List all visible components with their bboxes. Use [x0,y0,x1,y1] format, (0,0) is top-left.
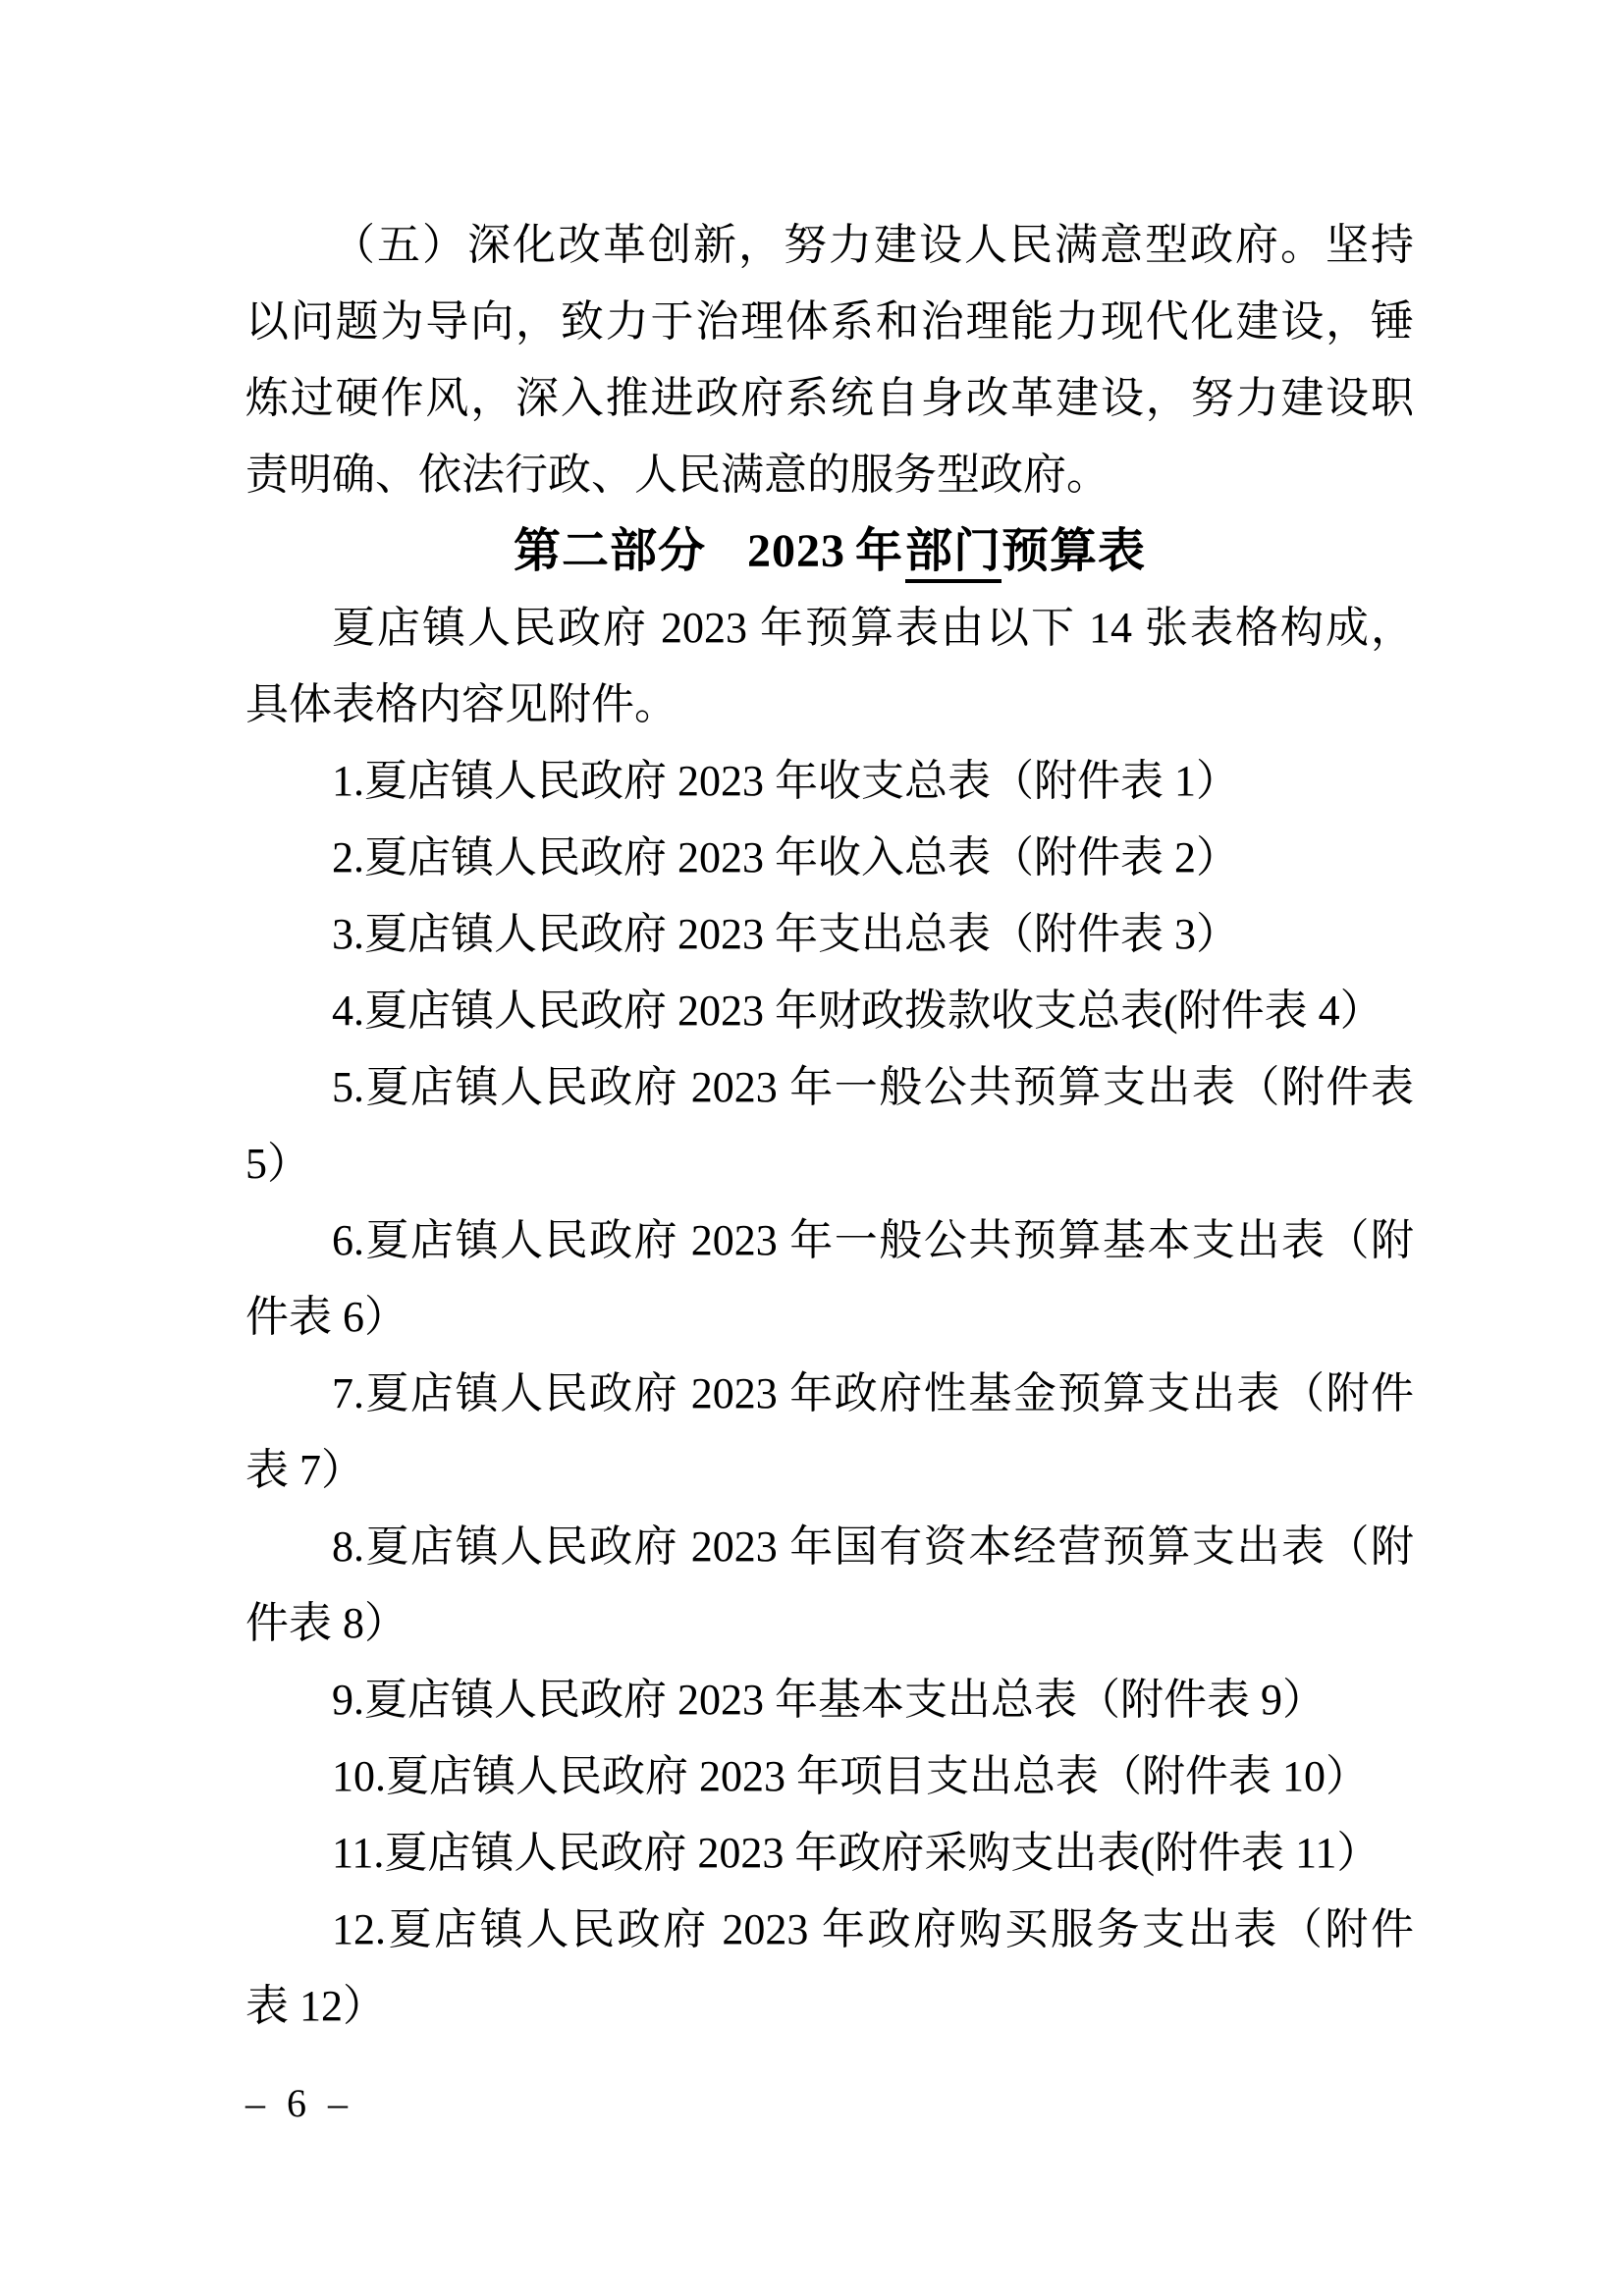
paragraph-reform-line: 责明确、依法行政、人民满意的服务型政府。 [245,451,1110,499]
section-heading-part: 第二部分 [513,525,706,577]
budget-table-list-line: 4.夏店镇人民政府 2023 年财政拨款收支总表(附件表 4） [332,987,1383,1035]
document-content [245,207,1414,2045]
budget-table-list-line: 12.夏店镇人民政府 2023 年政府购买服务支出表（附件 [332,1905,1414,1953]
section-heading-year-char: 年 [854,525,903,577]
section-heading-suffix: 预算表 [1001,525,1147,577]
section-heading-year-number: 2023 [746,525,845,577]
section-heading [245,513,1414,590]
budget-table-list-line: 3.夏店镇人民政府 2023 年支出总表（附件表 3） [332,910,1239,958]
budget-table-list-line: 5.夏店镇人民政府 2023 年一般公共预算支出表（附件表 [332,1063,1414,1111]
section-heading-underlined-term: 部门 [905,525,1001,583]
budget-table-list-line: 8.夏店镇人民政府 2023 年国有资本经营预算支出表（附 [332,1522,1414,1571]
paragraph-reform-line: （五）深化改革创新，努力建设人民满意型政府。坚持 [332,221,1414,269]
paragraph-tables-intro-line: 具体表格内容见附件。 [245,680,677,728]
budget-table-list-line: 7.夏店镇人民政府 2023 年政府性基金预算支出表（附件 [332,1369,1414,1417]
budget-table-list-line: 件表 8） [245,1599,407,1647]
budget-table-list-line: 表 12） [245,1982,386,2030]
budget-table-list-line: 表 7） [245,1446,364,1494]
budget-table-list-line: 11.夏店镇人民政府 2023 年政府采购支出表(附件表 11） [332,1829,1380,1877]
budget-table-list-line: 件表 6） [245,1293,407,1341]
budget-table-list-line: 2.夏店镇人民政府 2023 年收入总表（附件表 2） [332,833,1239,881]
paragraph-tables-intro [245,590,1414,743]
paragraph-reform [245,207,1414,513]
paragraph-reform-line: 炼过硬作风，深入推进政府系统自身改革建设，努力建设职 [245,374,1414,422]
budget-table-list-line: 1.夏店镇人民政府 2023 年收支总表（附件表 1） [332,757,1239,805]
paragraph-tables-intro-line: 夏店镇人民政府 2023 年预算表由以下 14 张表格构成， [332,604,1414,652]
budget-table-list-line: 10.夏店镇人民政府 2023 年项目支出总表（附件表 10） [332,1752,1369,1800]
page-number: – 6 – [245,2081,353,2125]
paragraph-reform-line: 以问题为导向，致力于治理体系和治理能力现代化建设，锤 [245,297,1414,346]
budget-table-list [245,743,1414,2045]
budget-table-list-line: 6.夏店镇人民政府 2023 年一般公共预算基本支出表（附 [332,1216,1414,1264]
budget-table-list-line: 5） [245,1140,310,1188]
budget-table-list-line: 9.夏店镇人民政府 2023 年基本支出总表（附件表 9） [332,1676,1326,1724]
